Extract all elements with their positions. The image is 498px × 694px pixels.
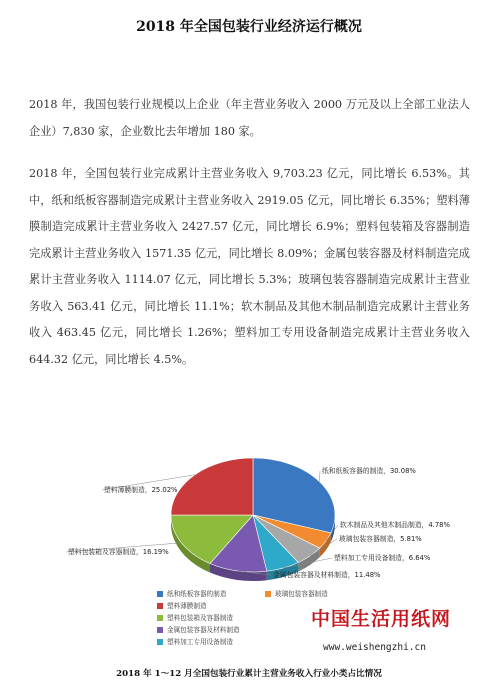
legend-label-2: 塑料薄膜制造 <box>167 602 207 610</box>
pie-slice-6 <box>171 458 253 515</box>
legend-swatch-3 <box>157 615 163 621</box>
leader-line-0 <box>319 471 320 482</box>
legend-label-3: 塑料包装箱及容器制造 <box>167 614 233 622</box>
legend-swatch-0 <box>157 591 163 597</box>
slice-label-2: 玻璃包装容器制造，5.81% <box>339 534 422 544</box>
slice-label-1: 软木制品及其他木制品制造，4.78% <box>340 520 450 530</box>
legend-label-0: 纸和纸板容器的制造 <box>167 590 226 598</box>
legend-item-3 <box>157 612 233 622</box>
legend-label-4: 金属包装容器及材料制造 <box>167 626 240 634</box>
legend-label-1: 玻璃包装容器制造 <box>275 590 328 598</box>
legend-item-0 <box>157 588 226 598</box>
legend-swatch-5 <box>157 639 163 645</box>
legend-item-5 <box>157 636 233 646</box>
legend-swatch-4 <box>157 627 163 633</box>
slice-label-3: 塑料加工专用设备制造，6.64% <box>334 553 431 563</box>
page-title: 2018 年全国包装行业经济运行概况 <box>0 16 498 36</box>
slice-label-5: 塑料包装箱及容器制造，16.19% <box>68 547 169 557</box>
paragraph-enterprises: 2018 年，我国包装行业规模以上企业（年主营业务收入 2000 万元及以上全部工业法人企业）7,830 家，企业数比去年增加 180 家。 <box>29 92 470 145</box>
legend-swatch-2 <box>157 603 163 609</box>
legend-item-4 <box>157 624 240 634</box>
paragraph-revenue: 2018 年，全国包装行业完成累计主营业务收入 9,703.23 亿元，同比增长 6.53%。其中，纸和纸板容器制造完成累计主营业务收入 2919.05 亿元，同比增长 6.35%；塑料薄膜制造完成累计主营业务收入 2427.57 亿元，同比增长 6.9%；塑料包装箱及容器制造完成累计主营业务收入 1571.35 亿元，同比增长 8.09%；金属包装容器及材料制造完成累计主营业务收入 1114.07 亿元，同比增长 5.3%；玻璃包装容器制造完成累计主营业务收入 563.41 亿元，同比增长 11.1%；软木制品及其他木制品制造完成累计主营业务收入 463.45 亿元，同比增长 1.26%；塑料加工专用设备制造完成累计主营业务收入 644.32 亿元，同比增长 4.5%。 <box>29 161 470 373</box>
watermark-brand: 中国生活用纸网 <box>311 604 451 631</box>
legend-item-1 <box>265 588 328 598</box>
legend-swatch-1 <box>265 591 271 597</box>
slice-label-6: 塑料薄膜制造，25.02% <box>104 485 178 495</box>
slice-label-0: 纸和纸板容器的制造，30.08% <box>322 466 416 476</box>
slice-label-4: 金属包装容器及材料制造，11.48% <box>273 570 381 580</box>
legend-label-5: 塑料加工专用设备制造 <box>167 638 233 646</box>
chart-caption: 2018 年 1～12 月全国包装行业累计主营业务收入行业小类占比情况 <box>0 667 498 679</box>
legend-item-2 <box>157 600 207 610</box>
watermark-url: www.weishengzhi.cn <box>323 642 426 653</box>
